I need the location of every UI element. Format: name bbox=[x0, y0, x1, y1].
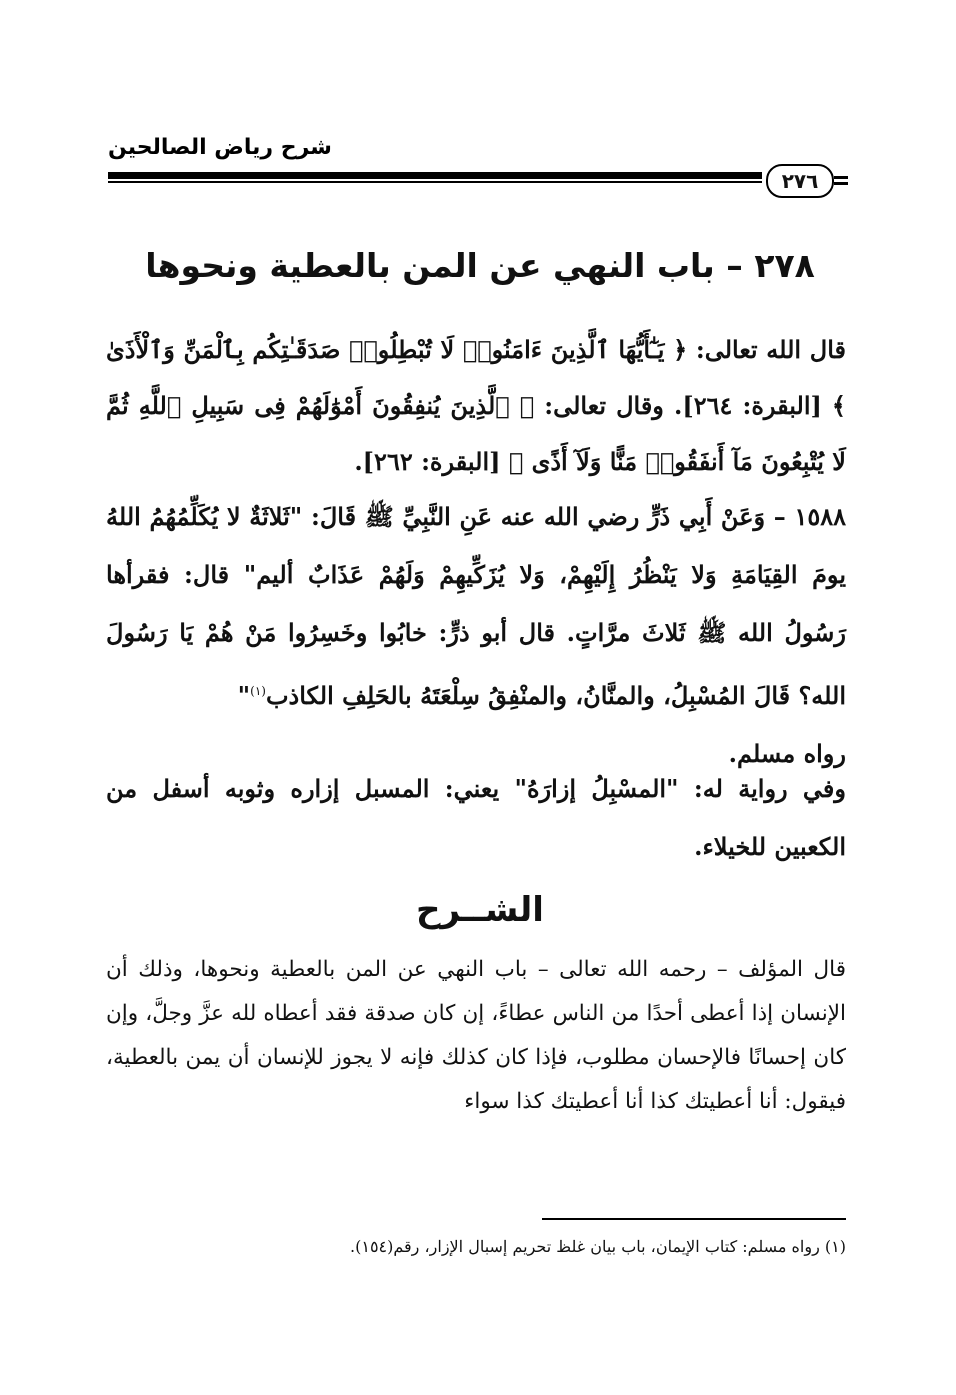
running-title: شرح رياض الصالحين bbox=[108, 135, 332, 160]
hadith-text: ١٥٨٨ – وَعَنْ أَبِي ذَرٍّ رضي الله عنه عَنِ النَّبِيِّ ﷺ قَالَ: "ثَلاثَةٌ لا يُكَلِّمُهُمُ اللهُ يومَ القِيَامَةِ وَلا يَنْظُرُ إِلَيْهِمْ، وَلا يُزَكِّيهِمْ وَلَهُمْ عَذَابٌ أليم" قال: فقرأها رَسُولُ الله ﷺ ثَلاثَ مرَّاتٍ. قال أبو ذرٍّ: خابُوا وخَسِرُوا مَنْ هُمْ يَا رَسُولَ الله؟ قَالَ المُسْبِلُ، والمنَّانُ، والمنْفِقُ سِلْعَتَهُ بالحَلِفِ الكاذب bbox=[106, 502, 847, 710]
header-rule-thin bbox=[108, 181, 762, 183]
hadith-closing-quote: " bbox=[237, 681, 251, 710]
page-number: ٢٧٦ bbox=[766, 164, 834, 198]
header-rule-thick bbox=[108, 172, 762, 179]
footnote-marker: (١) bbox=[250, 684, 266, 698]
footnote-rule bbox=[542, 1218, 846, 1220]
riwaya-paragraph bbox=[106, 760, 846, 876]
sharh-paragraph bbox=[106, 948, 846, 1124]
hadith-body bbox=[106, 488, 846, 725]
quran-verses-paragraph bbox=[106, 322, 846, 490]
page-number-ornament bbox=[834, 174, 848, 186]
hadith-source: رواه مسلم. bbox=[728, 739, 846, 768]
chapter-title: ٢٧٨ – باب النهي عن المن بالعطية ونحوها bbox=[145, 246, 815, 285]
footnote: (١) رواه مسلم: كتاب الإيمان، باب بيان غلظ تحريم إسبال الإزار، رقم(١٥٤). bbox=[350, 1237, 846, 1256]
riwaya-text: وفي رواية له: "المسْبِلُ إزارَهُ" يعني: المسبل إزاره وثوبه أسفل من الكعبين للخيلاء. bbox=[106, 774, 846, 861]
sharh-text: قال المؤلف – رحمه الله تعالى – باب النهي عن المن بالعطية ونحوها، وذلك أن الإنسان إذا أعطى أحدًا من الناس عطاءً، إن كان صدقة فقد أعطاه لله عزَّ وجلَّ، وإن كان إحسانًا فالإحسان مطلوب، فإذا كان كذلك فإنه لا يجوز للإنسان أن يمن بالعطية، فيقول: أنا أعطيتك كذا أنا أعطيتك كذا سواء bbox=[106, 957, 846, 1114]
quran-verses-text: قال الله تعالى: ﴿ يَـٰٓأَيُّهَا ٱلَّذِينَ ءَامَنُوا۟ لَا تُبْطِلُوا۟ صَدَقَـٰتِكُم بِٱلْمَنِّ وَٱلْأَذَىٰ ﴾ [البقرة: ٢٦٤]. وقال تعالى: ﴿ ٱلَّذِينَ يُنفِقُونَ أَمْوَٰلَهُمْ فِى سَبِيلِ ٱللَّهِ ثُمَّ لَا يُتْبِعُونَ مَآ أَنفَقُوا۟ مَنًّا وَلَآ أَذًى ﴾ [البقرة: ٢٦٢]. bbox=[106, 335, 846, 476]
sharh-heading: الشــرح bbox=[416, 890, 544, 930]
header-rule bbox=[108, 172, 762, 184]
hadith-paragraph bbox=[106, 488, 846, 783]
